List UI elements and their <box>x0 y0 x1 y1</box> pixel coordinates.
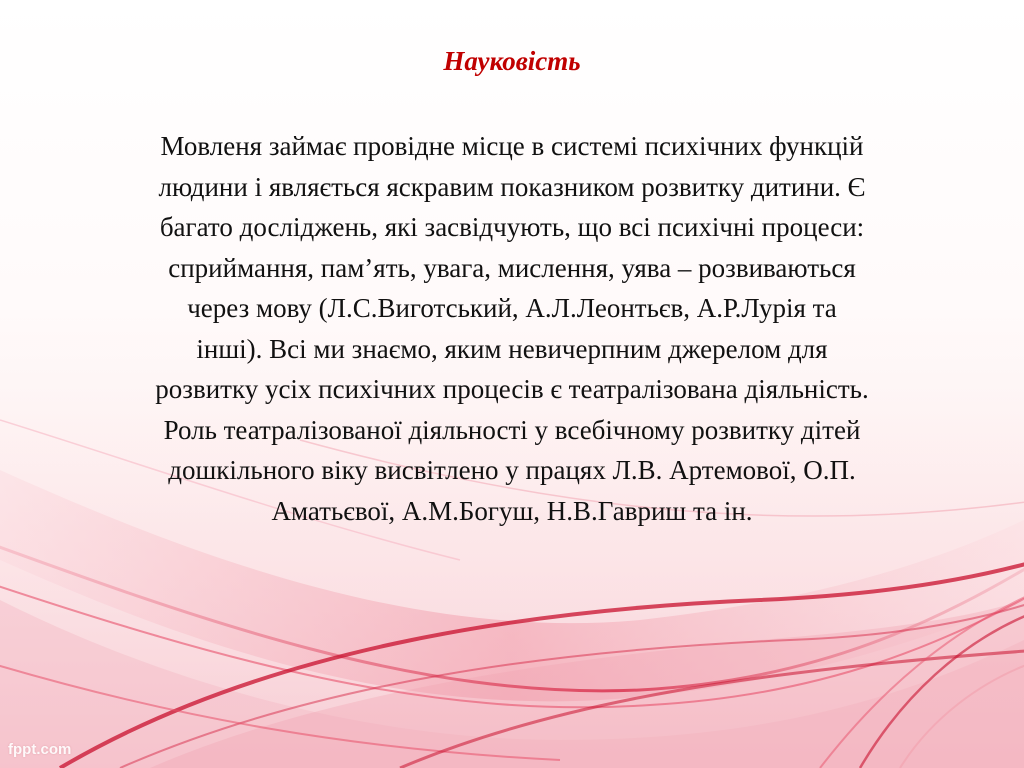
slide-title: Науковість <box>443 46 581 76</box>
slide-body-text: Мовленя займає провідне місце в системі психічних функцій людини і являється яскравим показником розвитку дитини. Є багато досліджень, які засвідчують, що всі психічні процеси: сприймання, пам’ять, увага, мислення, уява – розвиваються через мову (Л.С.Виготський, А.Л.Леонтьєв, А.Р.Лурія та інші). Всі ми знаємо, яким невичерпним джерелом для розвитку усіх психічних процесів є театралізована діяльність. Роль театралізованої діяльності у всебічному розвитку дітей дошкільного віку висвітлено у працях Л.В. Артемової, О.П. Аматьєвої, А.М.Богуш, Н.В.Гавриш та ін. <box>155 131 869 526</box>
watermark: fppt.com <box>8 741 72 758</box>
